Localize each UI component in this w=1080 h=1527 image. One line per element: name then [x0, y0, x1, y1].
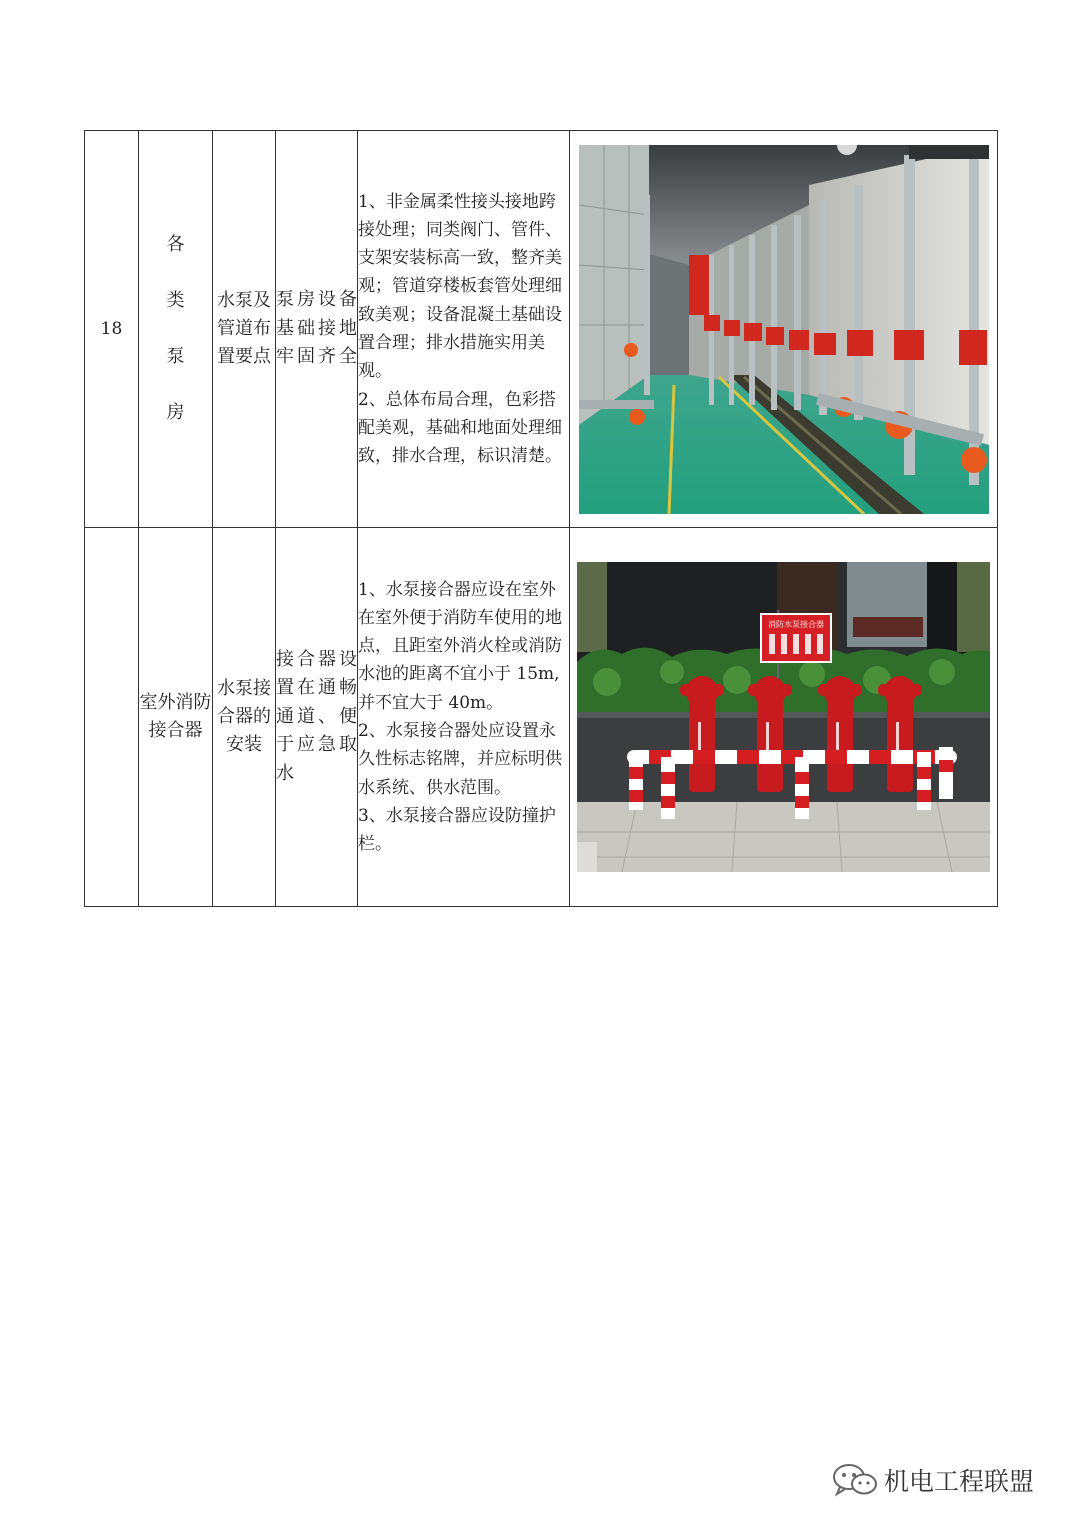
sign-title: 消防水泵接合器: [768, 620, 824, 629]
category-char: 各: [166, 234, 185, 255]
description-item: 1、水泵接合器应设在室外在室外便于消防车使用的地点，且距室外消火栓或消防水池的距离不宜小于 15m,并不宜大于 40m。: [358, 579, 562, 713]
topic-cell: 水泵接合器的安装: [213, 528, 276, 907]
description-cell: [358, 131, 570, 528]
row-number: [85, 528, 139, 907]
requirement-cell: 泵房设备基础接地牢固齐全: [276, 131, 358, 528]
description-cell: [358, 528, 570, 907]
description-item: 3、水泵接合器应设防撞护栏。: [358, 805, 556, 855]
description-item: 2、水泵接合器处应设置永久性标志铭牌，并应标明供水系统、供水范围。: [358, 721, 562, 798]
category-cell: 室外消防接合器: [139, 528, 213, 907]
category-char: 房: [166, 402, 185, 423]
category-char: 泵: [166, 346, 185, 367]
wechat-icon: [832, 1462, 878, 1498]
description-item: 2、总体布局合理，色彩搭配美观，基础和地面处理细致，排水合理，标识清楚。: [358, 389, 562, 467]
category-cell: [139, 131, 213, 528]
topic-cell: 水泵及管道布置要点: [213, 131, 276, 528]
requirement-cell: 接合器设置在通畅通道、便于应急取水: [276, 528, 358, 907]
category-char: 类: [166, 290, 185, 311]
table-row: [85, 528, 998, 907]
row-number: 18: [85, 131, 139, 528]
pump-connector-photo: [577, 562, 990, 872]
watermark: [832, 1460, 1034, 1500]
description-item: 1、非金属柔性接头接地跨接处理；同类阀门、管件、支架安装标高一致，整齐美观；管道穿楼板套管处理细致美观；设备混凝土基础设置合理；排水措施实用美观。: [358, 191, 562, 382]
spec-table: [84, 130, 998, 907]
table-row: [85, 131, 998, 528]
pump-room-photo: [579, 145, 989, 514]
photo-cell: [570, 131, 998, 528]
watermark-text: 机电工程联盟: [884, 1467, 1035, 1496]
photo-cell: [570, 528, 998, 907]
